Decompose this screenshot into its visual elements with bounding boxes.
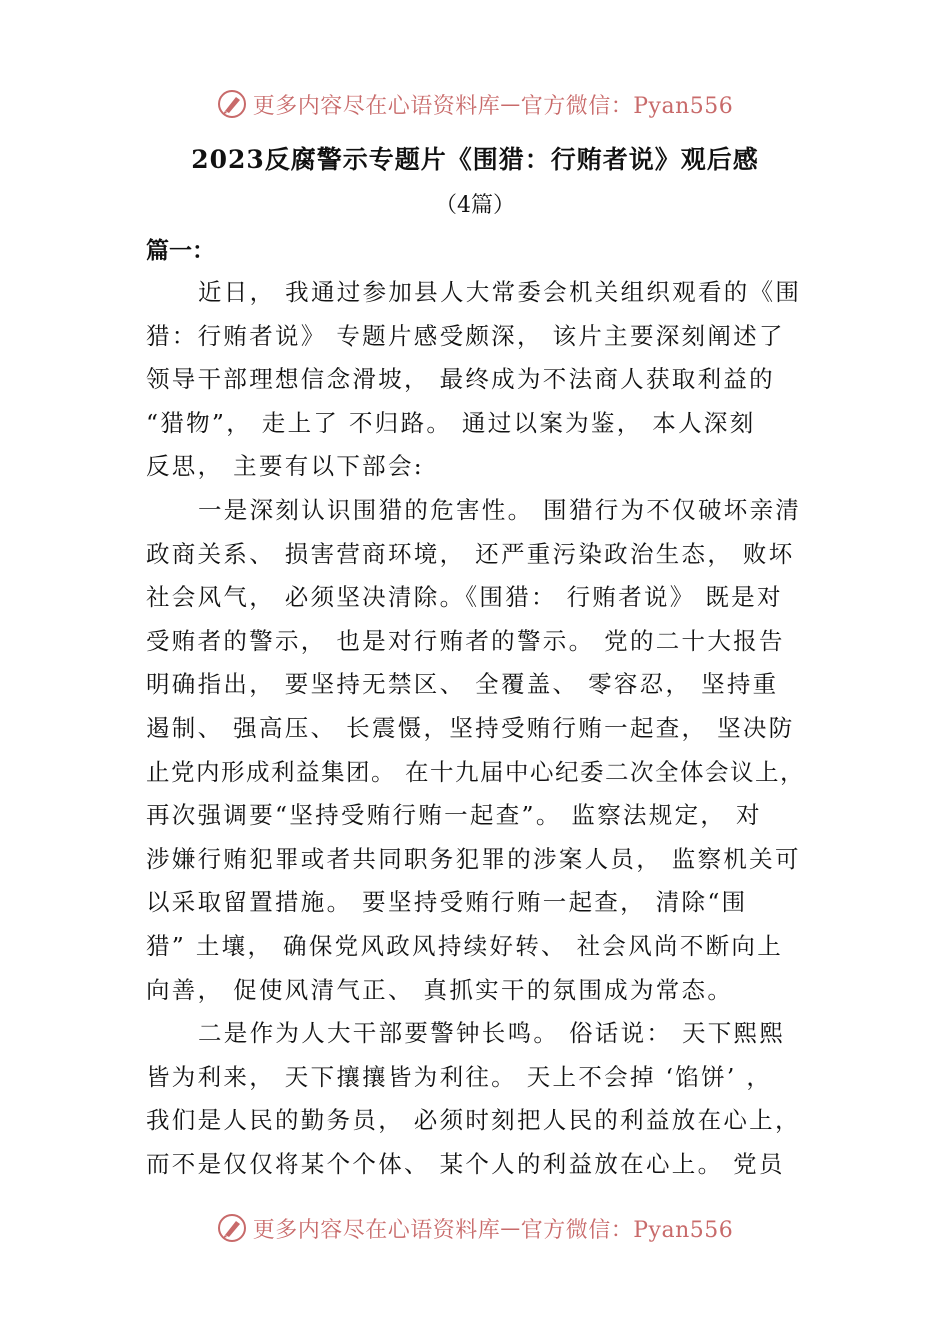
text-line: 猎” 土壤， 确保党风政风持续好转、 社会风尚不断向上	[146, 931, 784, 960]
pen-nib-logo-icon	[217, 1213, 247, 1243]
watermark-left-text: 更多内容尽在心语资料库	[252, 93, 501, 119]
watermark-footer	[0, 1208, 950, 1248]
text-line: 以采取留置措施。 要坚持受贿行贿一起查， 清除“围	[146, 888, 748, 917]
watermark-left-text: 更多内容尽在心语资料库	[252, 1217, 501, 1243]
text-line: 我们是人民的勤务员， 必须时刻把人民的利益放在心上，	[146, 1106, 801, 1135]
text-line: 向善， 促使风清气正、 真抓实干的氛围成为常态。	[146, 975, 734, 1004]
text-line: “猎物”， 走上了 不归路。 通过以案为鉴， 本人深刻	[146, 408, 756, 437]
text-line: 止党内形成利益集团。 在十九届中心纪委二次全体会议上，	[146, 757, 805, 786]
text-line: 二是作为人大干部要警钟长鸣。 俗话说： 天下熙熙	[198, 1019, 786, 1048]
watermark-separator: —	[500, 1216, 521, 1240]
watermark-right-text: 官方微信：Pyan556	[520, 93, 734, 119]
text-line: 而不是仅仅将某个个体、 某个人的利益放在心上。 党员	[146, 1149, 785, 1178]
text-line: 政商关系、 损害营商环境， 还严重污染政治生态， 败坏	[146, 539, 795, 568]
text-line: 明确指出， 要坚持无禁区、 全覆盖、 零容忍， 坚持重	[146, 670, 779, 699]
text-line: 皆为利来， 天下攘攘皆为利往。 天上不会掉 ‘馅饼’ ，	[146, 1062, 773, 1091]
text-line: 反思， 主要有以下部会:	[146, 452, 424, 481]
watermark-right-text: 官方微信：Pyan556	[520, 1217, 734, 1243]
watermark-separator: —	[500, 92, 521, 116]
text-line: 社会风气， 必须坚决清除。《围猎： 行贿者说》 既是对	[146, 583, 783, 612]
text-line: 一是深刻认识围猎的危害性。 围猎行为不仅破坏亲清	[198, 495, 802, 524]
text-line: 近日， 我通过参加县人大常委会机关组织观看的《围	[198, 278, 802, 306]
watermark-header	[0, 84, 950, 124]
section-heading: 篇一：	[146, 237, 215, 264]
document-body	[146, 271, 806, 1186]
text-line: 领导干部理想信念滑坡， 最终成为不法商人获取利益的	[146, 365, 775, 394]
text-line: 再次强调要“坚持受贿行贿一起查”。 监察法规定， 对	[146, 801, 762, 830]
text-line: 猎：行贿者说》 专题片感受颇深， 该片主要深刻阐述了	[146, 321, 785, 350]
text-line: 受贿者的警示， 也是对行贿者的警示。 党的二十大报告	[146, 626, 785, 655]
text-line: 涉嫌行贿犯罪或者共同职务犯罪的涉案人员， 监察机关可	[146, 844, 801, 873]
pen-nib-logo-icon	[217, 89, 247, 119]
document-title: 2023反腐警示专题片《围猎：行贿者说》观后感	[191, 145, 759, 174]
text-line: 遏制、 强高压、 长震慑，坚持受贿行贿一起查， 坚决防	[146, 713, 795, 742]
document-subtitle: （4篇）	[435, 193, 515, 218]
